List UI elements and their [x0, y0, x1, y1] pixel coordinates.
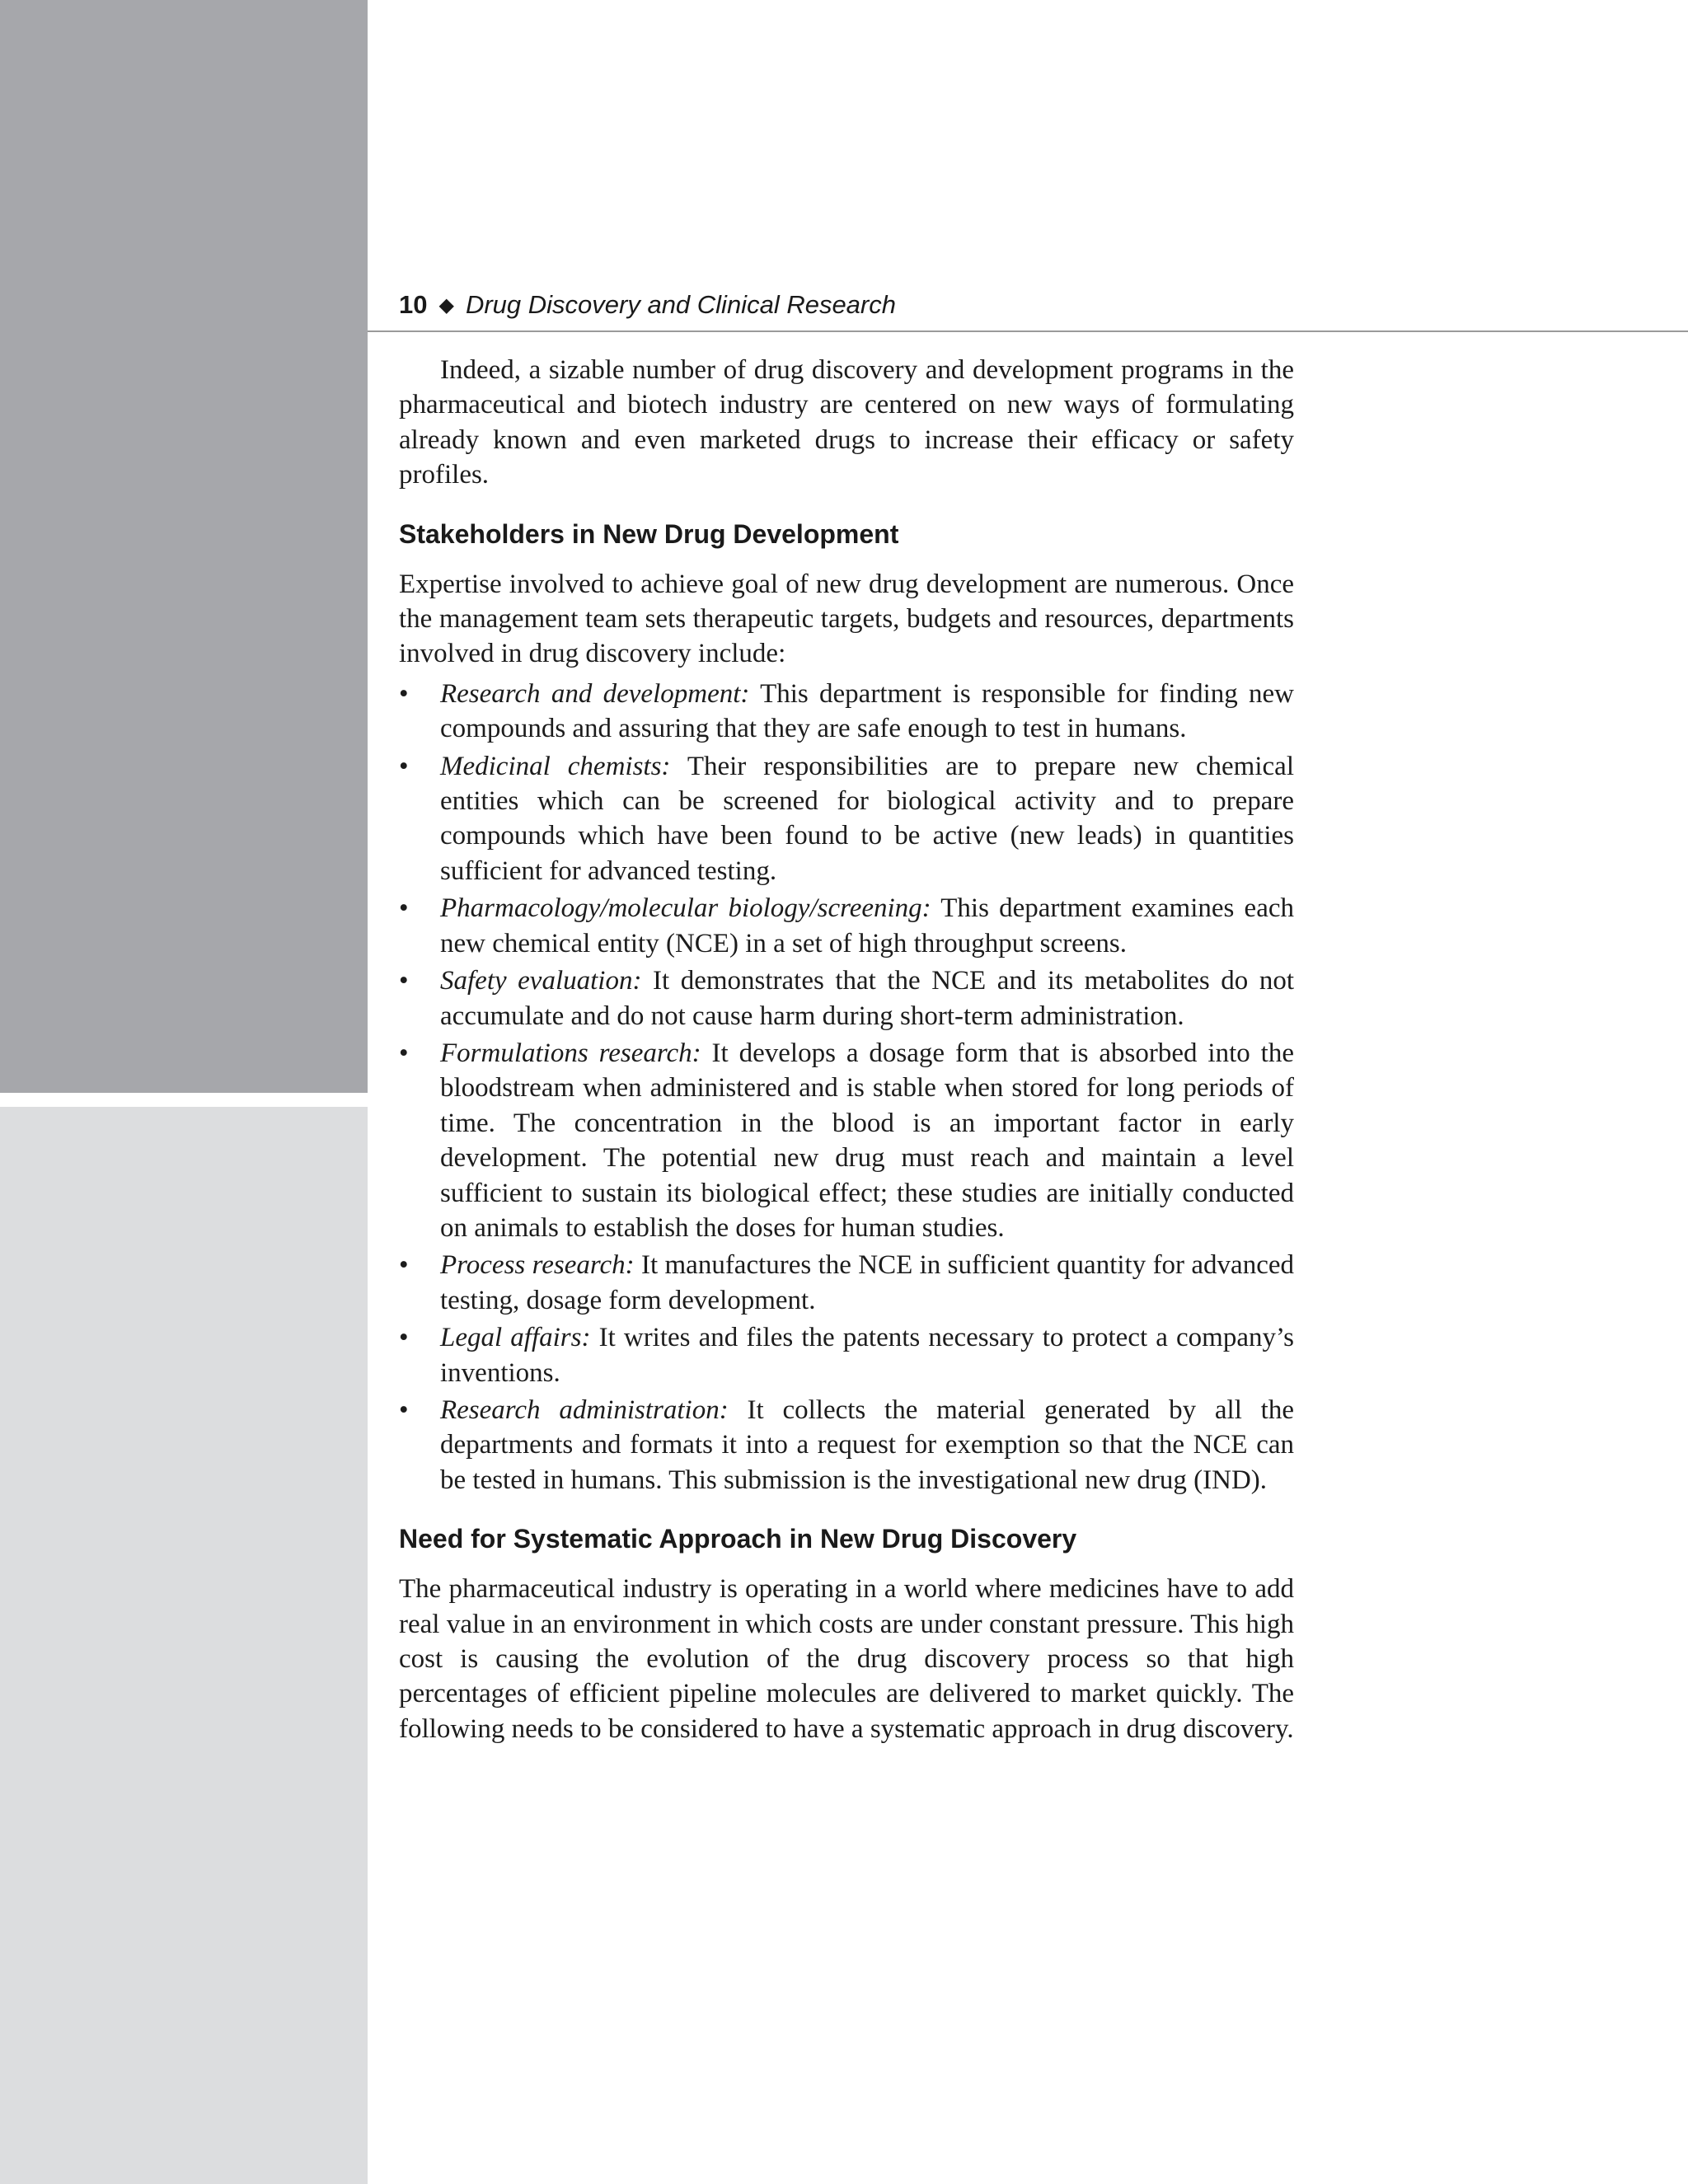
item-text: This department is responsible for finding new compounds and assuring that they are safe enough to test in humans.: [440, 678, 1295, 744]
item-text: It develops a dosage form that is absorbed into the bloodstream when administered and is stable when stored for long periods of time. The concentration in the blood is an important factor in early development. The potential new drug must reach and maintain a level sufficient to sustain its biological effect; these studies are initially conducted on animals to establish the doses for human studies.: [440, 1038, 1294, 1243]
bullet-icon: •: [399, 1394, 409, 1425]
section-heading-systematic-approach: Need for Systematic Approach in New Drug Discovery: [399, 1524, 1077, 1554]
bullet-icon: •: [399, 1250, 409, 1281]
section-heading-stakeholders: Stakeholders in New Drug Development: [399, 518, 899, 549]
item-term: Pharmacology/molecular biology/screening:: [440, 893, 931, 924]
list-item: [399, 891, 1294, 961]
list-item: [399, 677, 1294, 747]
margin-band-light: [0, 1107, 368, 2184]
item-term: Research and development:: [440, 678, 750, 709]
bullet-icon: •: [399, 678, 409, 709]
stakeholders-paragraph: Expertise involved to achieve goal of new drug development are numerous. Once the management team sets therapeutic targets, budgets and resources, departments involved in drug discovery include:: [399, 569, 1294, 669]
bullet-icon: •: [399, 1323, 409, 1353]
item-term: Formulations research:: [440, 1038, 701, 1068]
systematic-approach-paragraph: The pharmaceutical industry is operating in a world where medicines have to add real value in an environment in which costs are under constant pressure. This high cost is causing the evolution of the drug discovery process so that high percentages of efficient pipeline molecules are delivered to market quickly. The following needs to be considered to have a systematic approach in drug discovery.: [399, 1574, 1294, 1744]
list-item: [399, 749, 1294, 889]
item-term: Process research:: [440, 1250, 635, 1281]
item-text: It demonstrates that the NCE and its metabolites do not accumulate and do not cause harm during short-term administration.: [440, 966, 1295, 1031]
bullet-icon: •: [399, 751, 409, 781]
item-text: It manufactures the NCE in sufficient quantity for advanced testing, dosage form development.: [440, 1250, 1294, 1315]
item-text: This department examines each new chemical entity (NCE) in a set of high throughput screens.: [440, 893, 1294, 958]
item-text: It collects the material generated by all the departments and formats it into a request for exemption so that the NCE can be tested in humans. This submission is the investigational new drug (IND).: [440, 1394, 1294, 1495]
item-term: Safety evaluation:: [440, 966, 642, 996]
running-header: [399, 290, 896, 331]
book-title: Drug Discovery and Clinical Research: [465, 290, 896, 319]
list-item: [399, 1320, 1294, 1390]
bullet-icon: •: [399, 966, 409, 996]
list-item: [399, 1036, 1294, 1245]
bullet-icon: •: [399, 1038, 409, 1068]
list-item: [399, 1248, 1294, 1318]
item-term: Legal affairs:: [440, 1323, 591, 1353]
item-term: Research administration:: [440, 1394, 729, 1425]
bullet-icon: •: [399, 893, 409, 924]
page-number: 10: [399, 290, 428, 319]
item-term: Medicinal chemists:: [440, 751, 671, 781]
departments-list: [399, 677, 1294, 1497]
item-text: It writes and files the patents necessary to protect a company’s inventions.: [440, 1323, 1294, 1388]
margin-band-dark: [0, 0, 368, 1093]
item-text: Their responsibilities are to prepare new chemical entities which can be screened for biological activity and to prepare compounds which have been found to be active (new leads) in quantities sufficient for advanced testing.: [440, 751, 1294, 886]
body-text: [399, 353, 1294, 1746]
header-rule: [368, 330, 1688, 332]
diamond-icon: ◆: [438, 294, 454, 316]
list-item: [399, 1393, 1294, 1497]
intro-paragraph: Indeed, a sizable number of drug discovery and development programs in the pharmaceutical and biotech industry are centered on new ways of formulating already known and even marketed drugs to increase their efficacy or safety profiles.: [399, 355, 1294, 490]
list-item: [399, 963, 1294, 1033]
